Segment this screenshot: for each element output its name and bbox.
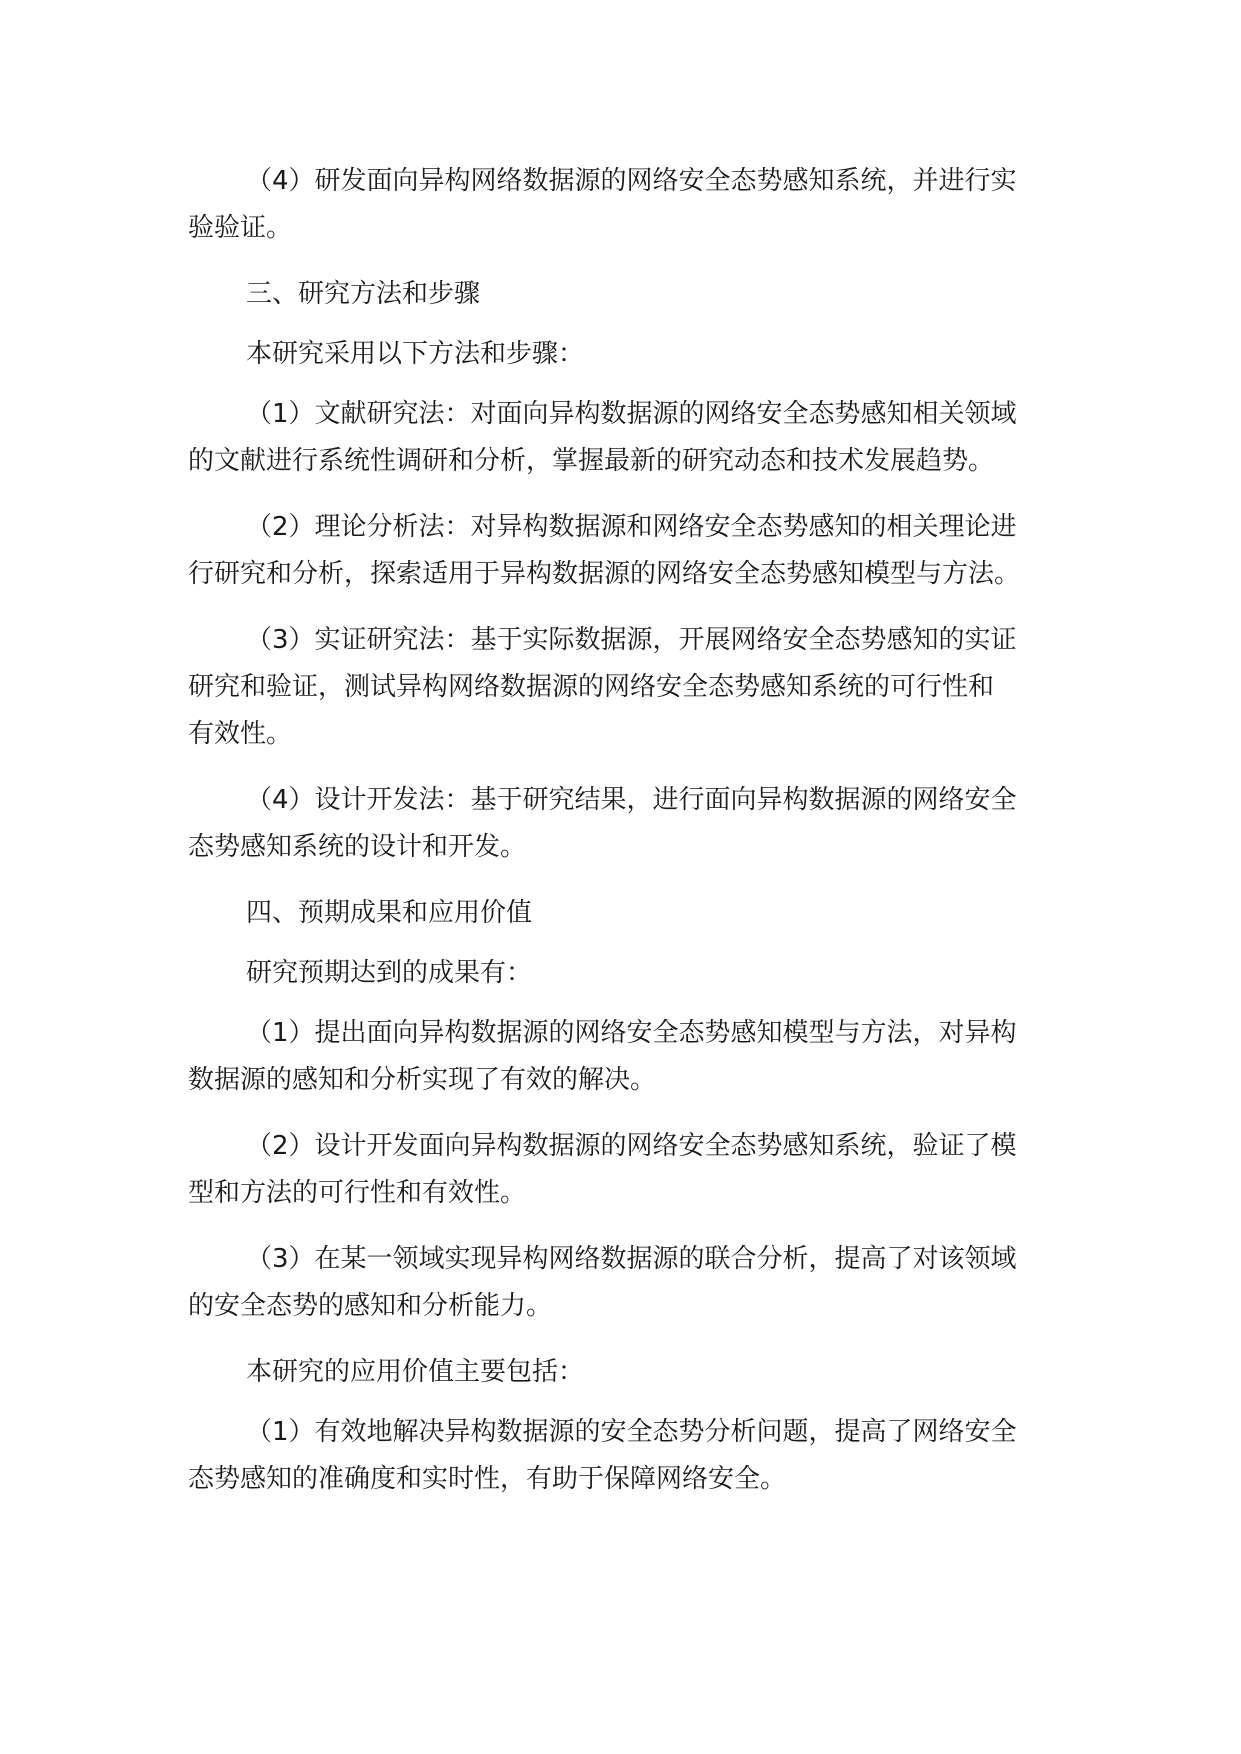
paragraph-method-3 bbox=[188, 617, 1058, 758]
text-line: 研究和验证，测试异构网络数据源的网络安全态势感知系统的可行性和 bbox=[188, 672, 995, 702]
text-line: 的文献进行系统性调研和分析，掌握最新的研究动态和技术发展趋势。 bbox=[188, 446, 995, 476]
text-line: （1）提出面向异构数据源的网络安全态势感知模型与方法，对异构 bbox=[246, 1018, 1017, 1048]
text-line: （2）理论分析法：对异构数据源和网络安全态势感知的相关理论进 bbox=[246, 512, 1017, 542]
text-line: （4）设计开发法：基于研究结果，进行面向异构数据源的网络安全 bbox=[246, 785, 1017, 815]
paragraph-outcome-2 bbox=[188, 1123, 1058, 1217]
text-line: 有效性。 bbox=[188, 719, 293, 749]
text-line: （1）文献研究法：对面向异构数据源的网络安全态势感知相关领域 bbox=[246, 399, 1017, 429]
text-line: 型和方法的可行性和有效性。 bbox=[188, 1178, 527, 1208]
paragraph-method-2 bbox=[188, 504, 1058, 598]
paragraph-outcome-1 bbox=[188, 1010, 1058, 1104]
text-line: 本研究的应用价值主要包括： bbox=[246, 1357, 585, 1387]
heading-text: 四、预期成果和应用价值 bbox=[246, 898, 533, 928]
text-line: （3）在某一领域实现异构网络数据源的联合分析，提高了对该领域 bbox=[246, 1244, 1017, 1274]
section-heading-methods bbox=[188, 271, 1058, 318]
heading-text: 三、研究方法和步骤 bbox=[246, 279, 481, 309]
paragraph-method-4 bbox=[188, 777, 1058, 871]
paragraph-outcomes-intro bbox=[188, 950, 1058, 997]
text-line: 验验证。 bbox=[188, 213, 293, 243]
text-line: 态势感知系统的设计和开发。 bbox=[188, 832, 527, 862]
paragraph-outcome-3 bbox=[188, 1236, 1058, 1330]
text-line: （2）设计开发面向异构数据源的网络安全态势感知系统，验证了模 bbox=[246, 1131, 1017, 1161]
text-line: 数据源的感知和分析实现了有效的解决。 bbox=[188, 1065, 657, 1095]
text-line: 行研究和分析，探索适用于异构数据源的网络安全态势感知模型与方法。 bbox=[188, 559, 1021, 589]
text-line: （4）研发面向异构网络数据源的网络安全态势感知系统，并进行实 bbox=[246, 166, 1017, 196]
text-line: （3）实证研究法：基于实际数据源，开展网络安全态势感知的实证 bbox=[246, 625, 1017, 655]
text-line: 态势感知的准确度和实时性，有助于保障网络安全。 bbox=[188, 1464, 787, 1494]
text-line: 研究预期达到的成果有： bbox=[246, 958, 533, 988]
paragraph-value-1 bbox=[188, 1409, 1058, 1503]
paragraph-methods-intro bbox=[188, 331, 1058, 378]
paragraph-method-1 bbox=[188, 391, 1058, 485]
paragraph-value-intro bbox=[188, 1349, 1058, 1396]
document-body bbox=[188, 158, 1058, 1522]
text-line: 的安全态势的感知和分析能力。 bbox=[188, 1291, 553, 1321]
section-heading-outcomes bbox=[188, 890, 1058, 937]
text-line: 本研究采用以下方法和步骤： bbox=[246, 339, 585, 369]
text-line: （1）有效地解决异构数据源的安全态势分析问题，提高了网络安全 bbox=[246, 1417, 1017, 1447]
paragraph-objective-4 bbox=[188, 158, 1058, 252]
